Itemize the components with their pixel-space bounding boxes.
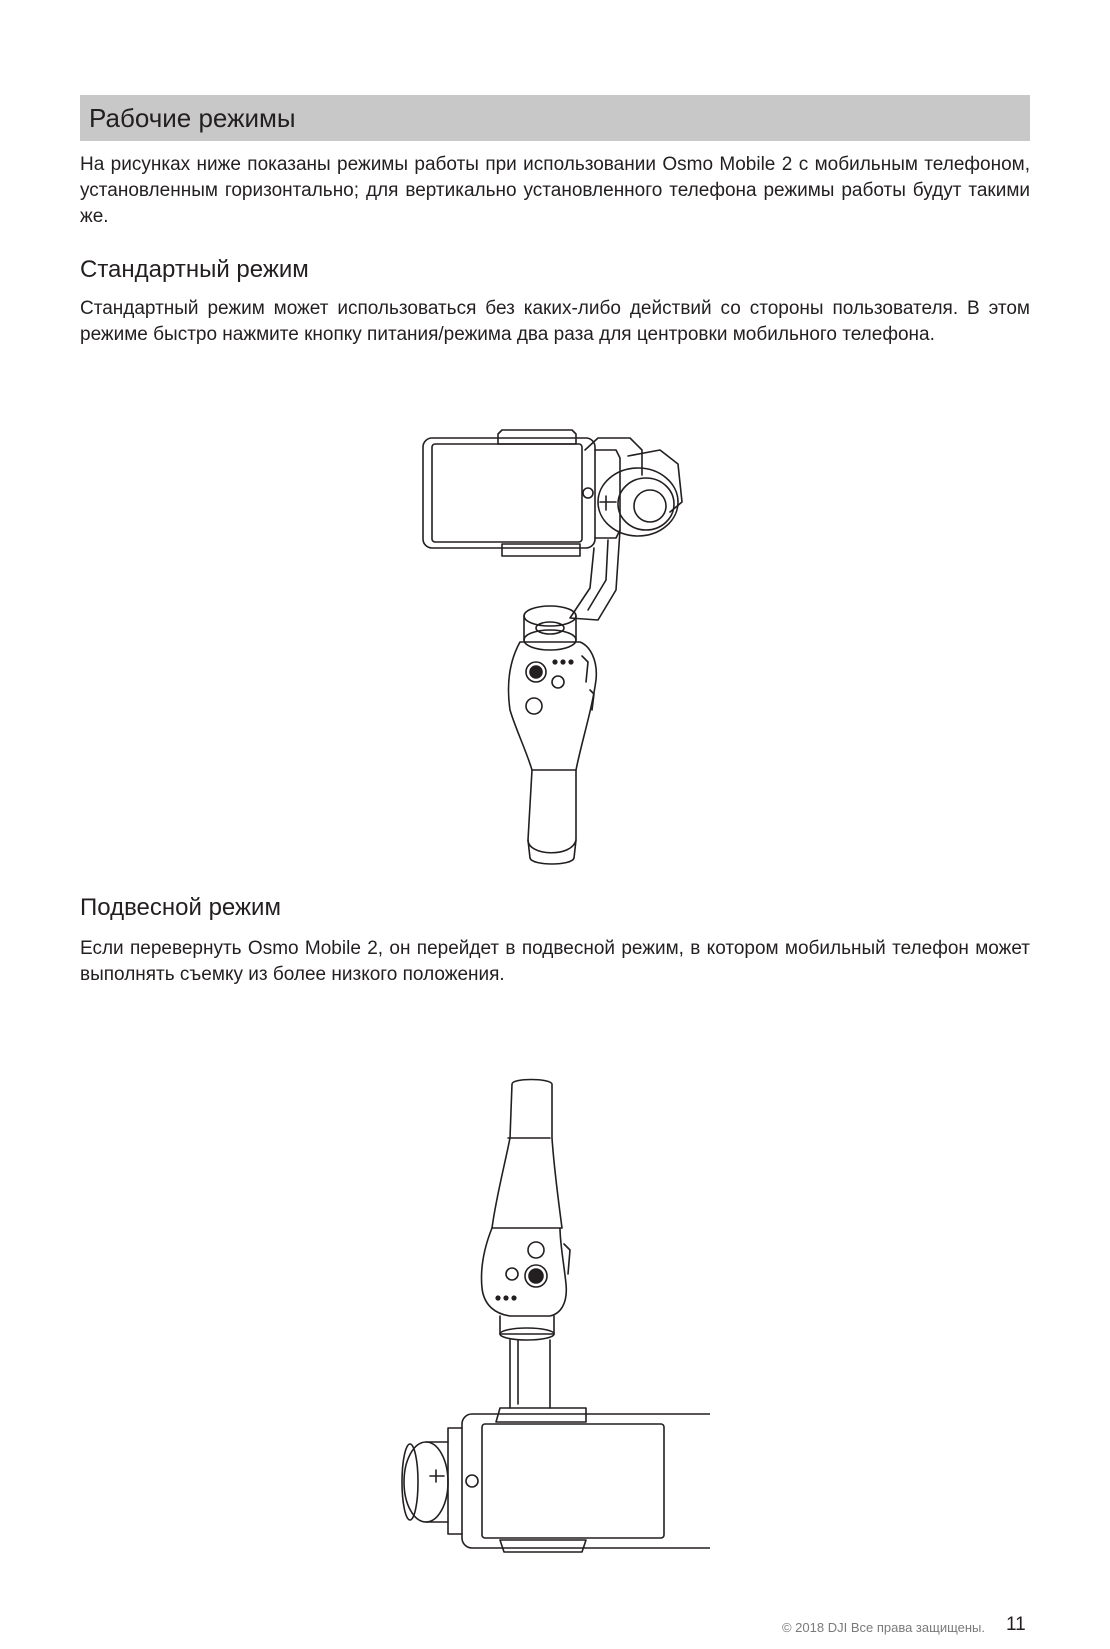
underslung-mode-illustration	[400, 1078, 710, 1558]
underslung-mode-title: Подвесной режим	[80, 894, 281, 921]
footer-copyright: © 2018 DJI Все права защищены.	[781, 1620, 985, 1635]
standard-mode-illustration	[420, 420, 710, 880]
section-title: Рабочие режимы	[89, 103, 296, 133]
page-number: 11	[1006, 1614, 1026, 1635]
standard-mode-text: Стандартный режим может использоваться без каких-либо действий со стороны пользователя. В этом режиме быстро нажмите кнопку питания/режима два раза для центровки мобильного телефона.	[80, 298, 1030, 345]
section-header-bar	[80, 95, 1030, 141]
underslung-mode-text: Если перевернуть Osmo Mobile 2, он перейдет в подвесной режим, в котором мобильный телефон может выполнять съемку из более низкого положения.	[80, 938, 1030, 985]
intro-paragraph: На рисунках ниже показаны режимы работы при использовании Osmo Mobile 2 с мобильным телефоном, установленным горизонтально; для вертикально установленного телефона режимы работы будут такими же.	[80, 154, 1030, 227]
standard-mode-title: Стандартный режим	[80, 256, 309, 283]
